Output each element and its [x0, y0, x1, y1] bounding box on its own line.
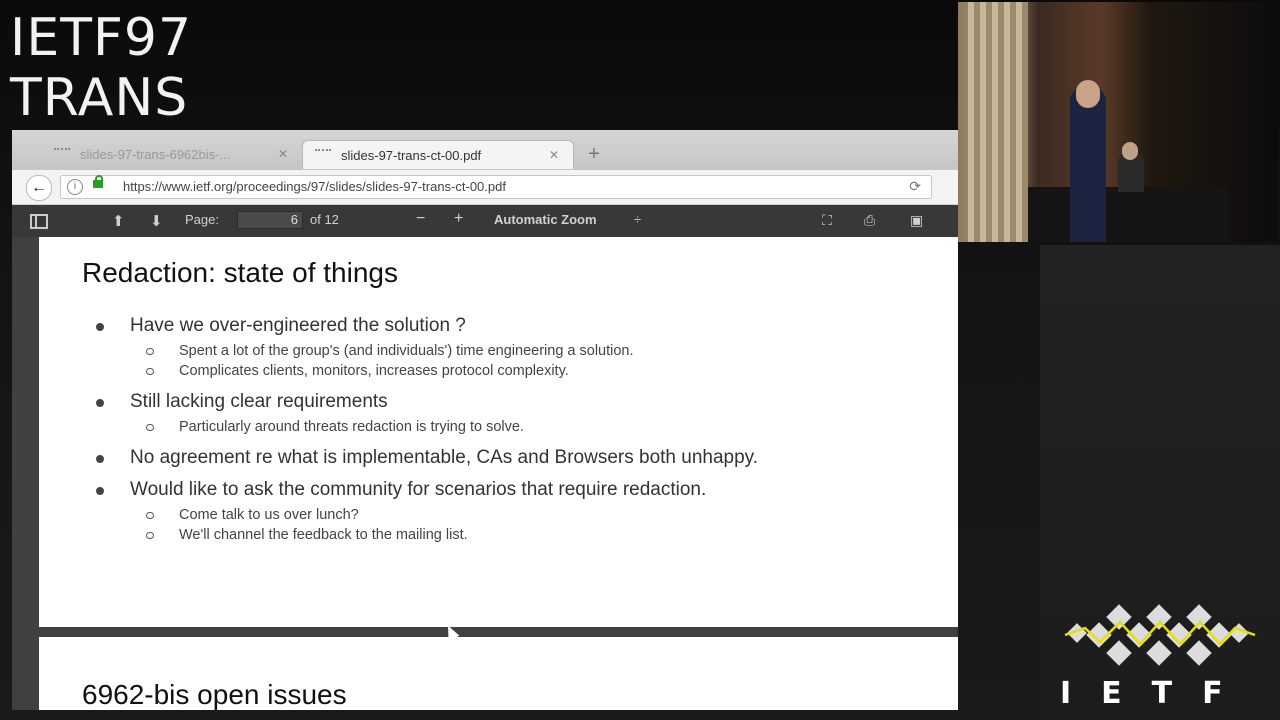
meeting-title-line2: TRANS — [10, 68, 189, 128]
meeting-title-line1: IETF97 — [10, 8, 193, 68]
zoom-out-button[interactable]: − — [416, 210, 426, 227]
download-icon[interactable]: ▣ — [910, 212, 924, 228]
page-total: of 12 — [310, 212, 339, 227]
next-slide-title: 6962-bis open issues — [82, 679, 347, 710]
sub-bullet-item: We'll channel the feedback to the mailing list. — [94, 525, 958, 545]
sub-bullet-icon — [146, 368, 154, 375]
info-icon[interactable]: i — [67, 179, 83, 195]
bullet-item: Would like to ask the community for scenarios that require redaction. — [94, 479, 958, 501]
url-bar[interactable] — [60, 175, 932, 199]
speaker-figure — [1070, 87, 1106, 242]
bullet-dot-icon — [96, 399, 104, 407]
pdf-viewer[interactable] — [12, 237, 958, 710]
logo-diamonds — [1067, 604, 1249, 665]
sub-bullet-icon — [146, 424, 154, 431]
zoom-select[interactable]: Automatic Zoom — [494, 212, 597, 227]
zoom-in-button[interactable]: + — [454, 210, 464, 227]
slide-title: Redaction: state of things — [82, 257, 398, 288]
tab-close-icon[interactable]: ✕ — [277, 147, 289, 161]
tab-favicon-icon — [315, 149, 331, 161]
sub-bullet-item: Complicates clients, monitors, increases protocol complexity. — [94, 361, 958, 381]
bullet-group — [94, 315, 958, 381]
bullet-dot-icon — [96, 455, 104, 463]
speaker-video — [958, 2, 1278, 242]
page-label: Page: — [185, 212, 219, 227]
bullet-dot-icon — [96, 487, 104, 495]
browser-window — [12, 130, 958, 710]
tab-bar — [12, 130, 958, 170]
next-page-icon[interactable]: ⬇ — [150, 213, 163, 230]
sub-bullet-item: Come talk to us over lunch? — [94, 505, 958, 525]
presenter-table — [1028, 187, 1228, 242]
bullet-group — [94, 391, 958, 437]
print-icon[interactable]: ⎙ — [864, 212, 876, 228]
bullet-dot-icon — [96, 323, 104, 331]
seated-person-head — [1122, 142, 1138, 160]
tab-label: slides-97-trans-ct-00.pdf — [341, 147, 482, 163]
previous-page-icon[interactable]: ⬆ — [112, 213, 125, 230]
bullet-item: Still lacking clear requirements — [94, 391, 958, 413]
bullet-item: No agreement re what is implementable, CAs and Browsers both unhappy. — [94, 447, 958, 469]
meeting-title — [10, 8, 192, 128]
nav-bar — [12, 170, 958, 205]
tab-close-icon[interactable]: ✕ — [548, 148, 560, 162]
tab-label: slides-97-trans-6962bis-... — [80, 146, 231, 162]
tab-6962bis[interactable] — [42, 140, 302, 168]
fullscreen-icon[interactable]: ⛶ — [822, 212, 832, 228]
ietf-logo-text: IETF — [1060, 676, 1253, 711]
speaker-head — [1076, 80, 1100, 108]
pdf-toolbar — [12, 205, 958, 237]
sidebar-toggle-icon[interactable] — [30, 214, 48, 229]
sub-bullet-item: Spent a lot of the group's (and individuals') time engineering a solution. — [94, 341, 958, 361]
page-number-input[interactable]: 6 — [237, 211, 303, 229]
zoom-select-arrow-icon[interactable]: ÷ — [634, 212, 642, 227]
bullet-group — [94, 479, 958, 545]
sub-bullet-item: Particularly around threats redaction is trying to solve. — [94, 417, 958, 437]
lock-icon[interactable] — [93, 180, 103, 188]
curtain — [968, 2, 1028, 242]
bullet-item: Have we over-engineered the solution ? — [94, 315, 958, 337]
tab-ct-00[interactable] — [302, 140, 574, 169]
sub-bullet-icon — [146, 348, 154, 355]
bullet-list — [94, 315, 958, 555]
reload-icon[interactable]: ⟳ — [909, 178, 921, 194]
pdf-page — [39, 237, 958, 627]
tab-favicon-icon — [54, 148, 70, 160]
bullet-group — [94, 447, 958, 469]
pdf-page-next — [39, 637, 958, 710]
back-arrow-icon[interactable]: ← — [26, 175, 52, 201]
url-text[interactable]: https://www.ietf.org/proceedings/97/slides/slides-97-trans-ct-00.pdf — [123, 179, 506, 194]
sub-bullet-icon — [146, 512, 154, 519]
new-tab-button[interactable]: + — [588, 143, 600, 165]
sub-bullet-icon — [146, 532, 154, 539]
